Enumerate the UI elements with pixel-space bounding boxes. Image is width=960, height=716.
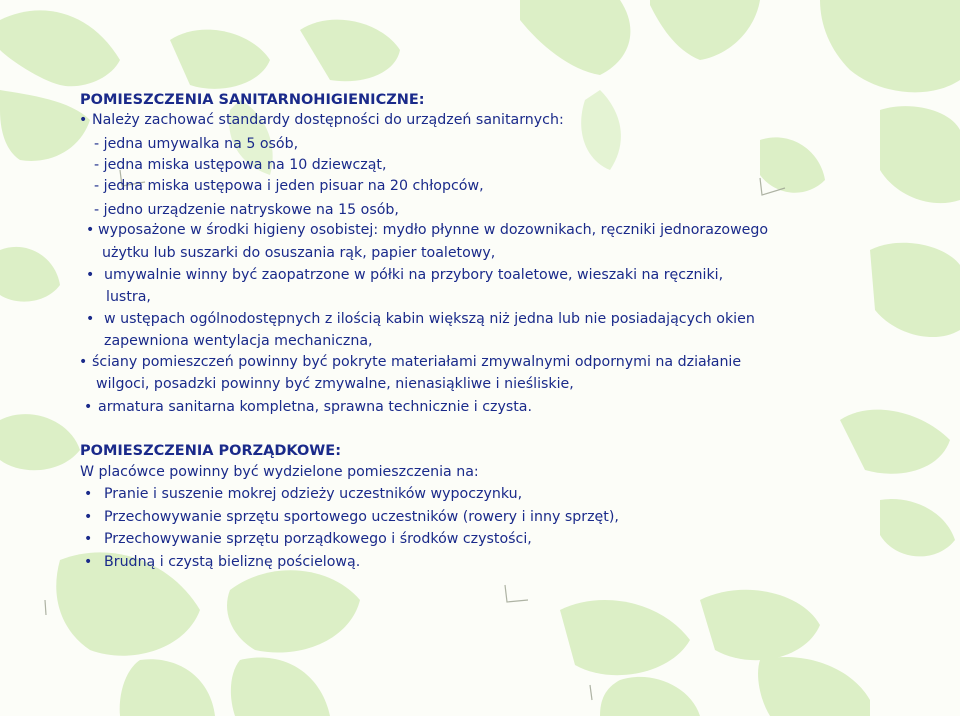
butterfly-icon	[0, 247, 80, 470]
section1-heading: POMIESZCZENIA SANITARNOHIGIENICZNE:	[80, 92, 425, 108]
bullet-line-continued: wilgoci, posadzki powinny być zmywalne, nienasiąkliwe i nieśliskie,	[96, 376, 574, 392]
butterfly-icon	[760, 0, 960, 203]
section1-intro: Należy zachować standardy dostępności do urządzeń sanitarnych:	[92, 112, 564, 128]
bullet-icon: •	[84, 531, 93, 547]
butterfly-icon	[520, 0, 760, 170]
bullet-icon: •	[86, 267, 95, 283]
section2-heading: POMIESZCZENIA PORZĄDKOWE:	[80, 443, 341, 459]
bullet-line-continued: lustra,	[106, 289, 151, 305]
list-item: Brudną i czystą bieliznę pościelową.	[104, 554, 361, 570]
bullet-icon: •	[86, 222, 95, 238]
bullet-line: armatura sanitarna kompletna, sprawna technicznie i czysta.	[98, 399, 533, 415]
list-item: Przechowywanie sprzętu sportowego uczestników (rowery i inny sprzęt),	[104, 509, 619, 525]
list-item: Przechowywanie sprzętu porządkowego i środków czystości,	[104, 531, 532, 547]
bullet-icon: •	[79, 354, 88, 370]
bullet-icon: •	[84, 399, 93, 415]
bullet-line: ściany pomieszczeń powinny być pokryte materiałami zmywalnymi odpornymi na działanie	[92, 354, 742, 370]
sub-item: - jedna umywalka na 5 osób,	[94, 136, 299, 152]
bullet-line: w ustępach ogólnodostępnych z ilością kabin większą niż jedna lub nie posiadających okien	[104, 311, 755, 327]
section2-intro: W placówce powinny być wydzielone pomieszczenia na:	[80, 464, 479, 480]
bullet-icon: •	[86, 311, 95, 327]
bullet-icon: •	[84, 554, 93, 570]
sub-item: - jedna miska ustępowa na 10 dziewcząt,	[94, 157, 387, 173]
bullet-icon: •	[79, 112, 88, 128]
bullet-line: wyposażone w środki higieny osobistej: mydło płynne w dozownikach, ręczniki jednorazowego	[98, 222, 769, 238]
bullet-icon: •	[84, 486, 93, 502]
sub-item: - jedna miska ustępowa i jeden pisuar na 20 chłopców,	[94, 178, 484, 194]
butterfly-icon	[56, 552, 360, 716]
butterfly-icon	[840, 243, 960, 557]
bullet-line-continued: użytku lub suszarki do osuszania rąk, papier toaletowy,	[102, 245, 496, 261]
sub-item: - jedno urządzenie natryskowe na 15 osób,	[94, 202, 399, 218]
bullet-line: umywalnie winny być zaopatrzone w półki na przybory toaletowe, wieszaki na ręczniki,	[104, 267, 724, 283]
list-item: Pranie i suszenie mokrej odzieży uczestników wypoczynku,	[104, 486, 523, 502]
butterfly-icon	[560, 590, 870, 716]
bullet-line-continued: zapewniona wentylacja mechaniczna,	[104, 333, 373, 349]
bullet-icon: •	[84, 509, 93, 525]
